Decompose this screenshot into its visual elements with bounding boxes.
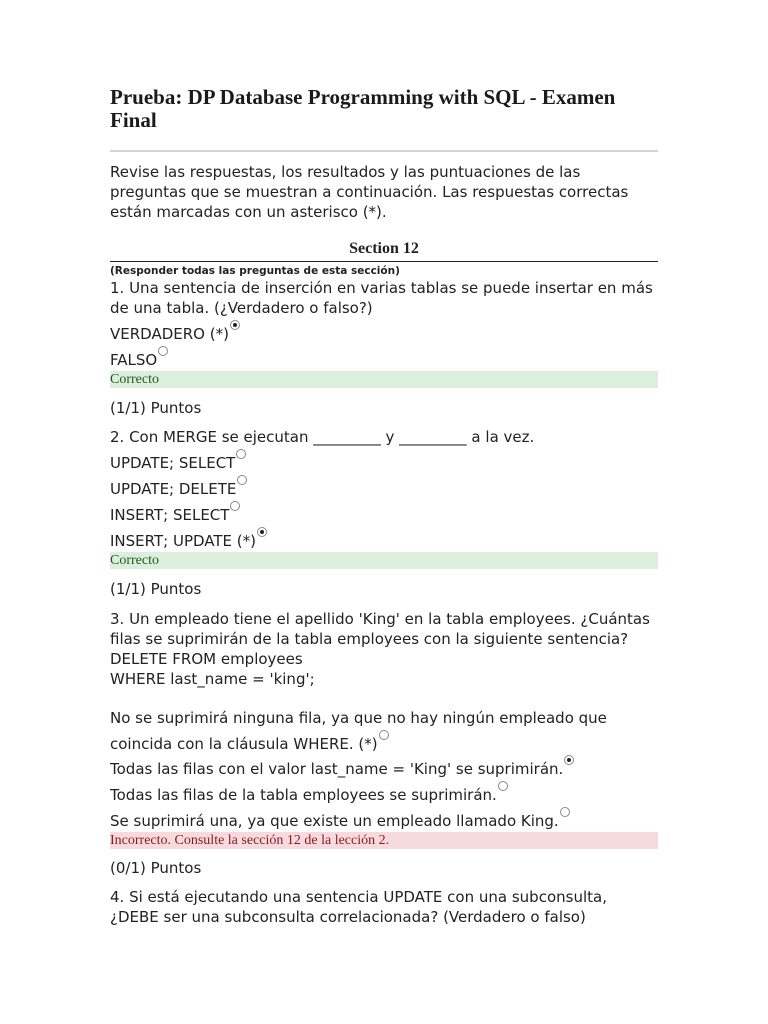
section-title: Section 12 xyxy=(349,240,419,257)
radio-empty-icon[interactable] xyxy=(560,807,570,817)
answer-option[interactable] xyxy=(110,479,658,499)
intro-text: Revise las respuestas, los resultados y las puntuaciones de las preguntas que se muestran a continuación. Las respuestas correctas están marcadas con un asterisco (*). xyxy=(110,163,629,221)
question-1: 1. Una sentencia de inserción en varias tablas se puede insertar en más de una tabla. (¿Verdadero o falso?) xyxy=(110,279,653,317)
code-line: WHERE last_name = 'king'; xyxy=(110,670,315,688)
answer-option[interactable] xyxy=(110,705,658,757)
result-banner: Incorrecto. Consulte la sección 12 de la lección 2. xyxy=(110,832,658,849)
question-4: 4. Si está ejecutando una sentencia UPDATE con una subconsulta, ¿DEBE ser una subconsulta correlacionada? (Verdadero o falso) xyxy=(110,888,607,926)
radio-empty-icon[interactable] xyxy=(236,449,246,459)
answer-option[interactable] xyxy=(110,531,658,551)
question-3: 3. Un empleado tiene el apellido 'King' en la tabla employees. ¿Cuántas filas se suprimirán de la tabla employees con la siguiente sentencia? xyxy=(110,610,650,648)
result-banner: Correcto xyxy=(110,371,658,388)
section-divider xyxy=(110,261,658,262)
option-label: UPDATE; DELETE xyxy=(110,480,237,498)
option-label: Se suprimirá una, ya que existe un empleado llamado King. xyxy=(110,812,559,830)
radio-empty-icon[interactable] xyxy=(158,346,168,356)
points-text: (0/1) Puntos xyxy=(110,859,202,877)
answer-option[interactable] xyxy=(110,350,658,370)
points-text: (1/1) Puntos xyxy=(110,580,202,598)
option-label: No se suprimirá ninguna fila, ya que no hay ningún empleado que coincida con la cláusula WHERE. (*) xyxy=(110,709,607,753)
answer-option[interactable] xyxy=(110,505,658,525)
option-label: INSERT; UPDATE (*) xyxy=(110,532,256,550)
points-text: (1/1) Puntos xyxy=(110,399,202,417)
radio-empty-icon[interactable] xyxy=(237,475,247,485)
question-2: 2. Con MERGE se ejecutan _________ y _________ a la vez. xyxy=(110,428,535,446)
radio-selected-icon[interactable] xyxy=(230,320,240,330)
quiz-content xyxy=(110,86,658,927)
answer-option[interactable] xyxy=(110,759,658,779)
option-label: Todas las filas de la tabla employees se suprimirán. xyxy=(110,786,497,804)
answer-option[interactable] xyxy=(110,453,658,473)
page-title: Prueba: DP Database Programming with SQL - Examen Final xyxy=(110,85,616,132)
option-label: UPDATE; SELECT xyxy=(110,454,236,472)
code-line: DELETE FROM employees xyxy=(110,650,303,668)
option-label: FALSO xyxy=(110,351,158,369)
radio-empty-icon[interactable] xyxy=(498,781,508,791)
option-label: Todas las filas con el valor last_name = 'King' se suprimirán. xyxy=(110,760,564,778)
radio-empty-icon[interactable] xyxy=(379,730,389,740)
answer-option[interactable] xyxy=(110,785,658,805)
option-label: VERDADERO (*) xyxy=(110,325,229,343)
answer-option[interactable] xyxy=(110,324,658,344)
title-divider xyxy=(110,150,658,152)
answer-option[interactable] xyxy=(110,811,658,831)
option-label: INSERT; SELECT xyxy=(110,506,230,524)
radio-selected-icon[interactable] xyxy=(257,527,267,537)
section-note: (Responder todas las preguntas de esta sección) xyxy=(110,265,400,277)
radio-empty-icon[interactable] xyxy=(230,501,240,511)
result-banner: Correcto xyxy=(110,552,658,569)
radio-selected-icon[interactable] xyxy=(564,755,574,765)
